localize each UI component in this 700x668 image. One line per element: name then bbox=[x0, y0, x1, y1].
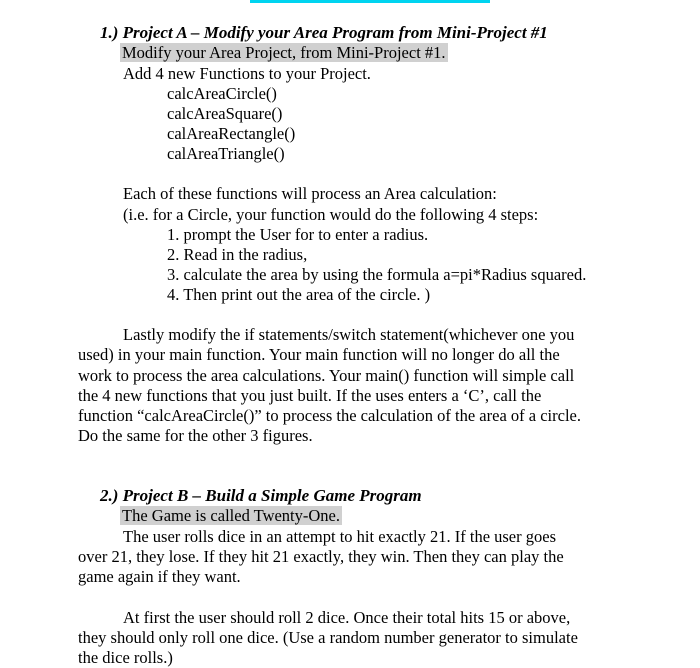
step-item: 4. Then print out the area of the circle. ) bbox=[167, 285, 431, 304]
step-item: 2. Read in the radius, bbox=[167, 245, 308, 264]
lastly-line: function “calcAreaCircle()” to process the calculation of the area of a circle. bbox=[78, 406, 581, 425]
lastly-line: the 4 new functions that you just built. If the uses enters a ‘C’, call the bbox=[78, 386, 542, 405]
example-intro: (i.e. for a Circle, your function would do the following 4 steps: bbox=[123, 205, 539, 224]
project-a-intro: Add 4 new Functions to your Project. bbox=[123, 64, 371, 83]
step-item: 1. prompt the User for to enter a radius. bbox=[167, 225, 429, 244]
each-intro: Each of these functions will process an Area calculation: bbox=[123, 184, 497, 203]
para1-line: The user rolls dice in an attempt to hit exactly 21. If the user goes bbox=[123, 527, 556, 546]
para1-line: over 21, they lose. If they hit 21 exactly, they win. Then they can play the bbox=[78, 547, 564, 566]
para2-line: they should only roll one dice. (Use a random number generator to simulate bbox=[78, 628, 578, 647]
function-item: calAreaTriangle() bbox=[167, 144, 285, 163]
para2-line: At first the user should roll 2 dice. Once their total hits 15 or above, bbox=[123, 608, 571, 627]
para2-line: the dice rolls.) bbox=[78, 648, 173, 667]
function-item: calAreaRectangle() bbox=[167, 124, 296, 143]
function-item: calcAreaSquare() bbox=[167, 104, 283, 123]
lastly-line: used) in your main function. Your main function will no longer do all the bbox=[78, 345, 560, 364]
project-a-highlight-line bbox=[120, 43, 448, 63]
lastly-line: work to process the area calculations. Your main() function will simple call bbox=[78, 366, 575, 385]
project-a-highlight: Modify your Area Project, from Mini-Project #1. bbox=[122, 43, 446, 62]
para1-line: game again if they want. bbox=[78, 567, 241, 586]
project-a-heading: 1.) Project A – Modify your Area Program from Mini-Project #1 bbox=[100, 23, 548, 42]
project-b-highlight-line bbox=[120, 506, 342, 526]
lastly-line: Lastly modify the if statements/switch statement(whichever one you bbox=[123, 325, 575, 344]
project-b-highlight: The Game is called Twenty-One. bbox=[122, 506, 341, 525]
step-item: 3. calculate the area by using the formula a=pi*Radius squared. bbox=[167, 265, 587, 284]
project-b-heading: 2.) Project B – Build a Simple Game Program bbox=[100, 486, 422, 505]
function-item: calcAreaCircle() bbox=[167, 84, 277, 103]
lastly-line: Do the same for the other 3 figures. bbox=[78, 426, 313, 445]
top-accent-bar bbox=[250, 0, 490, 3]
